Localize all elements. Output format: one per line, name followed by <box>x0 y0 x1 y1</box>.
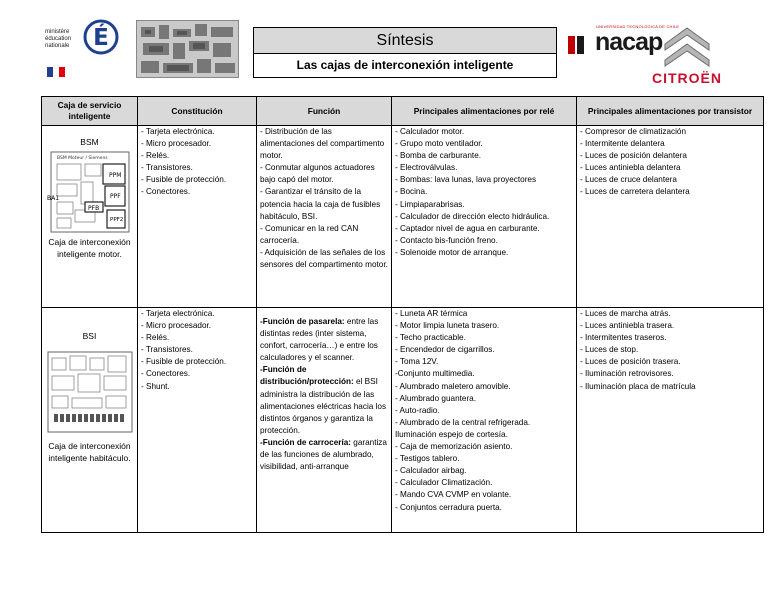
bsi-transistor <box>577 308 764 533</box>
list-item: -Función de distribución/protección: el BSI administra la distribución de las alimentaciones eléctricas hacia los distintos órganos y garantiza la protección. <box>260 365 387 435</box>
bsi-constitucion <box>138 308 257 533</box>
list-item: - Limpiaparabrisas. <box>395 199 465 209</box>
list-item: - Luces de marcha atrás. <box>580 309 671 318</box>
list-item: - Techo practicable. <box>395 333 466 343</box>
list-item: - Transistores. <box>141 345 193 355</box>
bsi-funcion <box>257 308 392 533</box>
list-item: - Adquisición de las señales de los sensores del compartimento motor. <box>260 247 388 270</box>
list-item: - Fusible de protección. <box>141 357 227 367</box>
list-item: - Compresor de climatización <box>580 127 687 136</box>
header-constitucion: Constitución <box>138 97 257 126</box>
table-row-bsm <box>42 126 764 308</box>
bsi-rele <box>392 308 577 533</box>
svg-text:BSM Moteur / Siemens: BSM Moteur / Siemens <box>56 156 108 162</box>
list-item: - Relés. <box>141 333 170 343</box>
table-row-bsi <box>42 308 764 533</box>
list-item: - Calculador Climatización. <box>395 478 493 488</box>
list-item: - Intermitentes traseros. <box>580 333 667 343</box>
synthesis-table <box>41 96 764 533</box>
nacap-logo: UNIVERSIDAD TECNOLÓGICA DE CHILE nacap <box>568 24 678 64</box>
bsm-constitucion <box>138 126 257 308</box>
list-item: - Bocina. <box>395 187 428 197</box>
list-item: - Alumbrado de la central refrigerada. <box>395 417 531 427</box>
list-item: - Solenoide motor de arranque. <box>395 247 509 257</box>
ministry-words: ministère éducation nationale <box>45 29 72 49</box>
list-item: -Función de carrocería: garantiza de las funciones de alumbrado, visibilidad, anti-arranque <box>260 437 387 472</box>
svg-text:É: É <box>93 25 109 51</box>
document-header <box>41 12 764 85</box>
list-item: Iluminación espejo de cortesía. <box>395 429 508 439</box>
list-item: - Conjuntos cerradura puerta. <box>395 502 502 512</box>
bsi-box-cell <box>42 308 138 533</box>
list-item: - Conectores. <box>141 369 191 379</box>
list-item: - Tarjeta electrónica. <box>141 127 215 136</box>
list-item: - Conmutar algunos actuadores bajo capó del motor. <box>260 163 375 185</box>
list-item: - Iluminación retrovisores. <box>580 369 674 379</box>
table-header-row <box>42 97 764 126</box>
citroen-chevrons-icon <box>639 20 735 68</box>
list-item: - Conectores. <box>141 187 191 197</box>
list-item: - Luces de posición delantera <box>580 151 687 161</box>
list-item: - Luces de cruce delantera <box>580 175 677 185</box>
bsi-schematic-image <box>46 350 134 434</box>
list-item: - Contacto bis-función freno. <box>395 235 498 245</box>
list-item: - Luces de carretera delantera <box>580 187 690 197</box>
list-item: -Función de pasarela: entre las distintas redes (inter sistema, confort, carrocería…) e entre los calculadores y el scanner. <box>260 317 379 363</box>
bsi-caption: Caja de interconexión inteligente habitáculo. <box>48 441 131 464</box>
french-flag-icon <box>47 67 65 77</box>
title-box <box>253 27 557 78</box>
header-transistor: Principales alimentaciones por transistor <box>577 97 764 126</box>
list-item: - Luces antiniebla trasera. <box>580 321 675 331</box>
list-item: - Bombas: lava lunas, lava proyectores <box>395 175 537 185</box>
list-item: - Comunicar en la red CAN carrocería. <box>260 223 359 245</box>
list-item: - Intermitente delantera <box>580 139 665 149</box>
ministry-e-mark-icon <box>81 12 119 56</box>
list-item: - Distribución de las alimentaciones del compartimento motor. <box>260 127 385 161</box>
list-item: - Calculador motor. <box>395 127 465 136</box>
list-item: - Transistores. <box>141 163 193 173</box>
bsm-name: BSM <box>80 137 99 147</box>
list-item: -Conjunto multimedia. <box>395 369 475 379</box>
list-item: - Luces de stop. <box>580 345 639 355</box>
list-item: - Micro procesador. <box>141 321 212 331</box>
document-subtitle: Las cajas de interconexión inteligente <box>296 58 514 72</box>
list-item: - Mando CVA CVMP en volante. <box>395 490 512 500</box>
bsm-box-cell <box>42 126 138 308</box>
list-item: - Iluminación placa de matrícula <box>580 381 696 391</box>
header-rele: Principales alimentaciones por relé <box>392 97 577 126</box>
svg-text:PPF: PPF <box>109 193 121 201</box>
nacap-mark-icon <box>568 30 592 54</box>
header-funcion: Función <box>257 97 392 126</box>
svg-text:BA1: BA1 <box>46 195 59 203</box>
bsm-transistor <box>577 126 764 308</box>
bsm-caption: Caja de interconexión inteligente motor. <box>48 237 131 260</box>
list-item: - Captador nivel de agua en carburante. <box>395 223 540 233</box>
list-item: - Bomba de carburante. <box>395 151 482 161</box>
header-caja: Caja de servicio inteligente <box>42 97 138 126</box>
list-item: - Garantizar el tránsito de la potencia hacia la caja de fusibles habitáculo, BSI. <box>260 187 381 221</box>
list-item: - Shunt. <box>141 381 170 391</box>
list-item: - Calculador de dirección electo hidráulica. <box>395 211 550 221</box>
circuit-board-image <box>136 20 239 78</box>
list-item: - Toma 12V. <box>395 357 439 367</box>
list-item: - Fusible de protección. <box>141 175 227 185</box>
list-item: - Luneta AR térmica <box>395 309 468 318</box>
bsi-name: BSI <box>82 331 97 341</box>
list-item: - Luces antiniebla delantera <box>580 163 681 173</box>
citroen-logo: CITROËN <box>639 20 735 88</box>
list-item: - Calculador airbag. <box>395 466 467 476</box>
list-item: - Caja de memorización asiento. <box>395 442 513 452</box>
list-item: - Electroválvulas. <box>395 163 458 173</box>
list-item: - Tarjeta electrónica. <box>141 309 215 318</box>
list-item: - Grupo moto ventilador. <box>395 139 483 149</box>
bsm-funcion <box>257 126 392 308</box>
list-item: - Alumbrado maletero amovible. <box>395 381 511 391</box>
svg-text:PPF2: PPF2 <box>109 217 123 224</box>
list-item: - Auto-radio. <box>395 405 440 415</box>
list-item: - Alumbrado guantera. <box>395 393 477 403</box>
bsm-rele <box>392 126 577 308</box>
list-item: - Encendedor de cigarrillos. <box>395 345 495 355</box>
svg-text:PFB: PFB <box>87 205 99 213</box>
list-item: - Luces de posición trasera. <box>580 357 681 367</box>
list-item: - Micro procesador. <box>141 139 212 149</box>
document-title: Síntesis <box>254 28 556 54</box>
ministry-logo <box>45 12 119 82</box>
list-item: - Relés. <box>141 151 170 161</box>
list-item: - Motor limpia luneta trasero. <box>395 321 500 331</box>
svg-text:PPM: PPM <box>108 172 121 180</box>
bsm-schematic-image <box>47 150 133 234</box>
list-item: - Testigos tablero. <box>395 454 460 464</box>
